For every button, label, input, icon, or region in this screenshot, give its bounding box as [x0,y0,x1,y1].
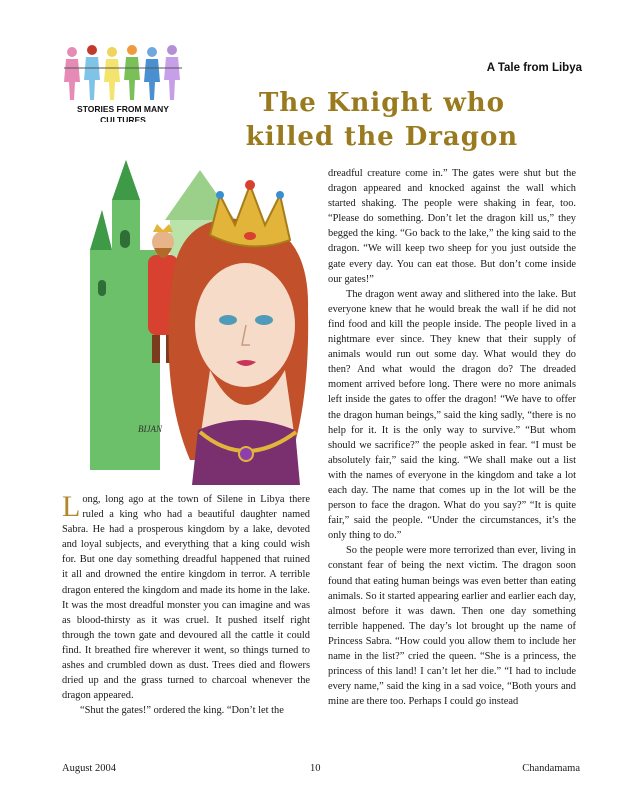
princess-illustration [60,140,322,485]
right-paragraph-2: The dragon went away and slithered into the lake. But everyone knew that he would break the wall if he did not find food and kill the people inside. The people lived in a nightmare ever since. They knew that their supply of animals would run out some day. What would they do then? And what would the dragon do? The dreaded moment arrived before long. There were no more animals left inside the gates to offer the dragon! “We have to offer the dragon human beings,” said the king sadly, “there is no help for it. It is the only way to survive.” “But whom should we sacrifice?” the people asked in fear. “I must be absolutely fair,” said the king. “We shall make out a list with the names of everyone in the kingdom and take a lot each day. The name that comes up in the lot will be the person to face the dragon. What do you say?” “It is quite fair,” said the people. “Under the circumstances, it’s the only thing to do.” [328,288,576,542]
culture-figures-logo [62,42,184,104]
footer-date: August 2004 [62,763,116,774]
footer-page-number: 10 [310,763,321,774]
title-line-2: killed the Dragon [245,122,519,152]
left-column [62,492,310,718]
series-label: STORIES FROM MANY CULTURES [77,104,169,122]
title-line-1: The Knight who [259,88,505,118]
footer-magazine: Chandamama [522,763,580,774]
left-paragraph-1-text: ong, long ago at the town of Silene in Libya there ruled a king who had a beautiful daughter named Sabra. He had a prosperous kingdom by a lake, devoted and loyal subjects, and everything that a king could wish for. But one day something dreadful happened that ruined it all and drowned the entire kingdom in terror. A terrible dragon entered the kingdom and made its home in the lake. It was the most dreadful monster you can imagine and was as blood-thirsty as it was cruel. It pushed itself right through the town gate and devoured all the cattle it could find. It breathed fire wherever it went, so things turned to ashes and crumbled down as dust. Trees died and flowers dried up and the grass turned to charcoal whenever the dragon appeared. [62,494,310,702]
princess-figure [169,219,309,485]
drop-cap: L [62,490,81,523]
left-paragraph-1 [62,492,310,703]
right-column [328,166,576,709]
figure-6 [164,45,180,100]
tale-origin: A Tale from Libya [486,62,582,74]
crown [210,180,290,246]
figure-5 [144,47,160,100]
figure-1 [64,47,80,100]
right-paragraph-3: So the people were more terrorized than ever, living in constant fear of being the next victim. The dragon soon found that eating human beings was even better than eating animals. So it started appearing earlier and earlier each day, almost before it was dawn. Then one day something terrible happened. The day’s lot brought up the name of Princess Sabra. “How could you allow them to include her name in the list?” cried the queen. “She is a princess, the princess of this land! I can’t let her die.” “I had to include every name,” said the king in a sad voice, “Both yours and mine are there too. Perhaps I could go instead [328,545,576,708]
artist-signature: BIJAN [138,424,162,434]
figure-2 [84,45,100,100]
figure-4 [124,45,140,100]
left-paragraph-2: “Shut the gates!” ordered the king. “Don’t let the [80,705,284,717]
right-paragraph-1: dreadful creature come in.” The gates were shut but the dragon appeared and knocked against the wall which started shaking. The people were shaking in fear, too. “Please do something. Don’t let the dragon kill us,” they begged the king. “Go back to the lake,” the king said to the dragon. “We will keep two sheep for you just outside the gate every day. You can eat those. But don’t come inside our gates!” [328,168,576,285]
figure-3 [104,47,120,100]
